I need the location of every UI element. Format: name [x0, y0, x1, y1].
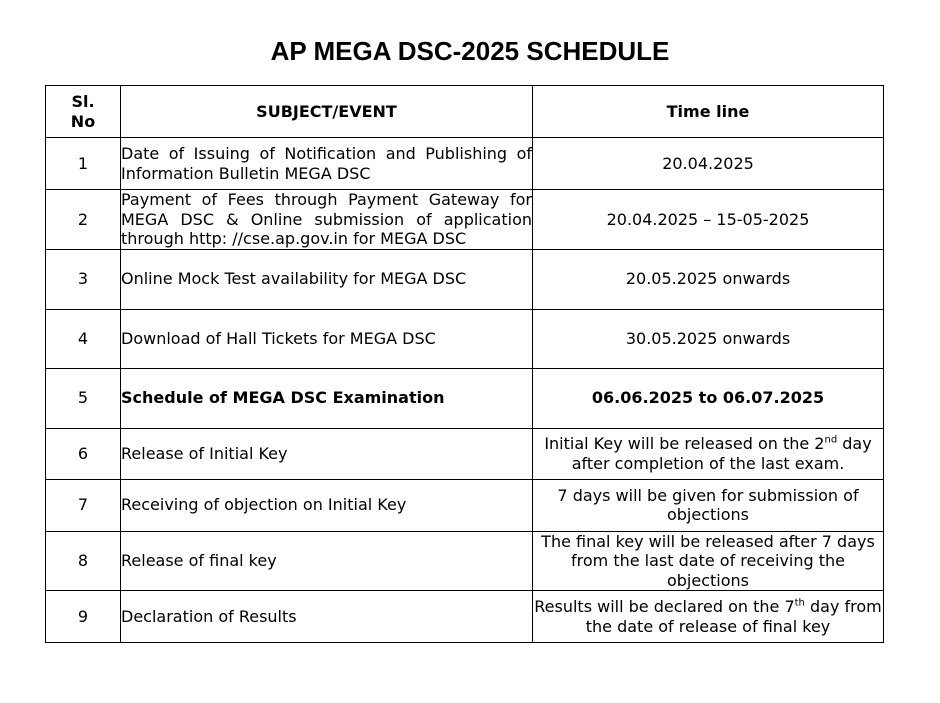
- table-row: [46, 138, 884, 190]
- row-event: Payment of Fees through Payment Gateway for MEGA DSC & Online submission of application through http: //cse.ap.gov.in for MEGA DSC: [121, 190, 532, 248]
- table-row: [46, 190, 884, 250]
- row-timeline: 30.05.2025 onwards: [533, 309, 884, 368]
- row-number: 7: [46, 479, 121, 531]
- row-event: Release of Initial Key: [121, 428, 533, 479]
- header-time-line: Time line: [533, 86, 884, 138]
- table-header-row: [46, 86, 884, 138]
- row-number: 9: [46, 591, 121, 643]
- header-subject-event: SUBJECT/EVENT: [121, 86, 533, 138]
- timeline-text: Results will be declared on the 7: [534, 597, 795, 616]
- row-timeline: 20.04.2025: [533, 138, 884, 190]
- table-row: [46, 591, 884, 643]
- row-event: Date of Issuing of Notification and Publishing of Information Bulletin MEGA DSC: [121, 138, 533, 190]
- table-row: [46, 531, 884, 591]
- timeline-text: day after completion of the last exam.: [571, 434, 872, 473]
- row-number: 2: [46, 190, 121, 250]
- row-timeline: 06.06.2025 to 06.07.2025: [533, 368, 884, 428]
- ordinal-suffix: nd: [824, 434, 838, 446]
- row-event: Release of final key: [121, 531, 533, 591]
- row-event: Declaration of Results: [121, 591, 533, 643]
- table-row: [46, 479, 884, 531]
- table-row: [46, 309, 884, 368]
- row-number: 4: [46, 309, 121, 368]
- page-title: AP MEGA DSC-2025 SCHEDULE: [270, 36, 670, 66]
- table-row: [46, 428, 884, 479]
- row-event: Download of Hall Tickets for MEGA DSC: [121, 309, 533, 368]
- row-number: 3: [46, 249, 121, 309]
- row-timeline: The final key will be released after 7 days from the last date of receiving the objections: [533, 531, 884, 591]
- row-number: 8: [46, 531, 121, 591]
- row-timeline: [533, 428, 884, 479]
- row-event: Receiving of objection on Initial Key: [121, 479, 533, 531]
- timeline-text: day from the date of release of final key: [585, 597, 882, 636]
- row-event: Online Mock Test availability for MEGA DSC: [121, 249, 533, 309]
- table-row: [46, 249, 884, 309]
- row-timeline: 20.04.2025 – 15-05-2025: [533, 190, 884, 250]
- header-sl-no: Sl. No: [46, 86, 121, 138]
- row-timeline: [533, 591, 884, 643]
- row-number: 6: [46, 428, 121, 479]
- row-number: 5: [46, 368, 121, 428]
- row-timeline: 20.05.2025 onwards: [533, 249, 884, 309]
- row-timeline: 7 days will be given for submission of objections: [533, 479, 884, 531]
- ordinal-suffix: th: [794, 597, 805, 609]
- timeline-text: Initial Key will be released on the 2: [544, 434, 825, 453]
- table-row: [46, 368, 884, 428]
- schedule-table: [45, 85, 884, 643]
- row-event: Schedule of MEGA DSC Examination: [121, 368, 533, 428]
- row-number: 1: [46, 138, 121, 190]
